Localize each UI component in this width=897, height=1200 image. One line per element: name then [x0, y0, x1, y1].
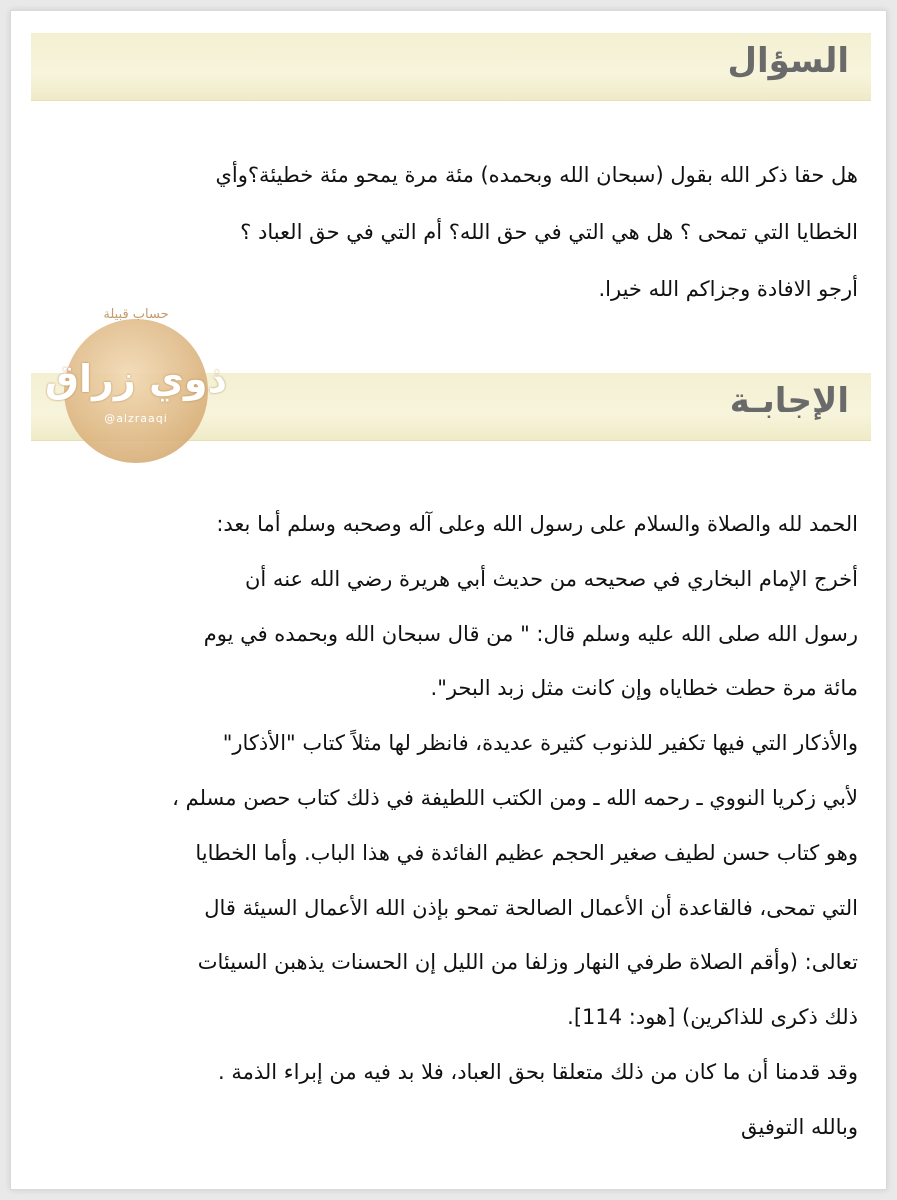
- answer-line: تعالى: (وأقم الصلاة طرفي النهار وزلفا من الليل إن الحسنات يذهبن السيئات: [197, 950, 858, 975]
- watermark-top-text: حساب قبيلة: [103, 307, 169, 322]
- answer-line: والأذكار التي فيها تكفير للذنوب كثيرة عديدة، فانظر لها مثلاً كتاب "الأذكار": [222, 731, 858, 756]
- question-heading: السؤال: [727, 41, 849, 81]
- answer-line: وقد قدمنا أن ما كان من ذلك متعلقا بحق العباد، فلا بد فيه من إبراء الذمة .: [217, 1059, 858, 1084]
- answer-line: مائة مرة حطت خطاياه وإن كانت مثل زبد البحر".: [430, 676, 858, 701]
- tribe-watermark-logo: [45, 307, 227, 471]
- question-header-band: [31, 33, 871, 101]
- question-line: أرجو الافادة وجزاكم الله خيرا.: [598, 277, 858, 301]
- answer-line: رسول الله صلى الله عليه وسلم قال: " من قال سبحان الله وبحمده في يوم: [203, 621, 858, 646]
- answer-line: لأبي زكريا النووي ـ رحمه الله ـ ومن الكتب اللطيفة في ذلك كتاب حصن مسلم ،: [172, 785, 858, 810]
- answer-line: الحمد لله والصلاة والسلام على رسول الله وعلى آله وصحبه وسلم أما بعد:: [216, 512, 858, 536]
- question-body: [41, 147, 858, 318]
- document-card: [10, 10, 887, 1190]
- answer-line: أخرج الإمام البخاري في صحيحه من حديث أبي هريرة رضي الله عنه أن: [245, 566, 858, 591]
- answer-heading: الإجابـة: [729, 381, 849, 421]
- answer-line: وبالله التوفيق: [741, 1114, 858, 1139]
- answer-line: ذلك ذكرى للذاكرين) [هود: 114].: [567, 1005, 858, 1030]
- question-line: الخطايا التي تمحى ؟ هل هي التي في حق الله؟ أم التي في حق العباد ؟: [240, 220, 858, 244]
- watermark-handle: @alzraaqi: [104, 412, 168, 425]
- answer-line: وهو كتاب حسن لطيف صغير الحجم عظيم الفائدة في هذا الباب. وأما الخطايا: [195, 840, 858, 865]
- question-line: هل حقا ذكر الله بقول (سبحان الله وبحمده) مئة مرة يمحو مئة خطيئة؟وأي: [215, 163, 858, 187]
- watermark-title: ذوي زراق: [45, 357, 227, 401]
- answer-line: التي تمحى، فالقاعدة أن الأعمال الصالحة تمحو بإذن الله الأعمال السيئة قال: [204, 895, 858, 920]
- answer-body: [41, 497, 858, 1155]
